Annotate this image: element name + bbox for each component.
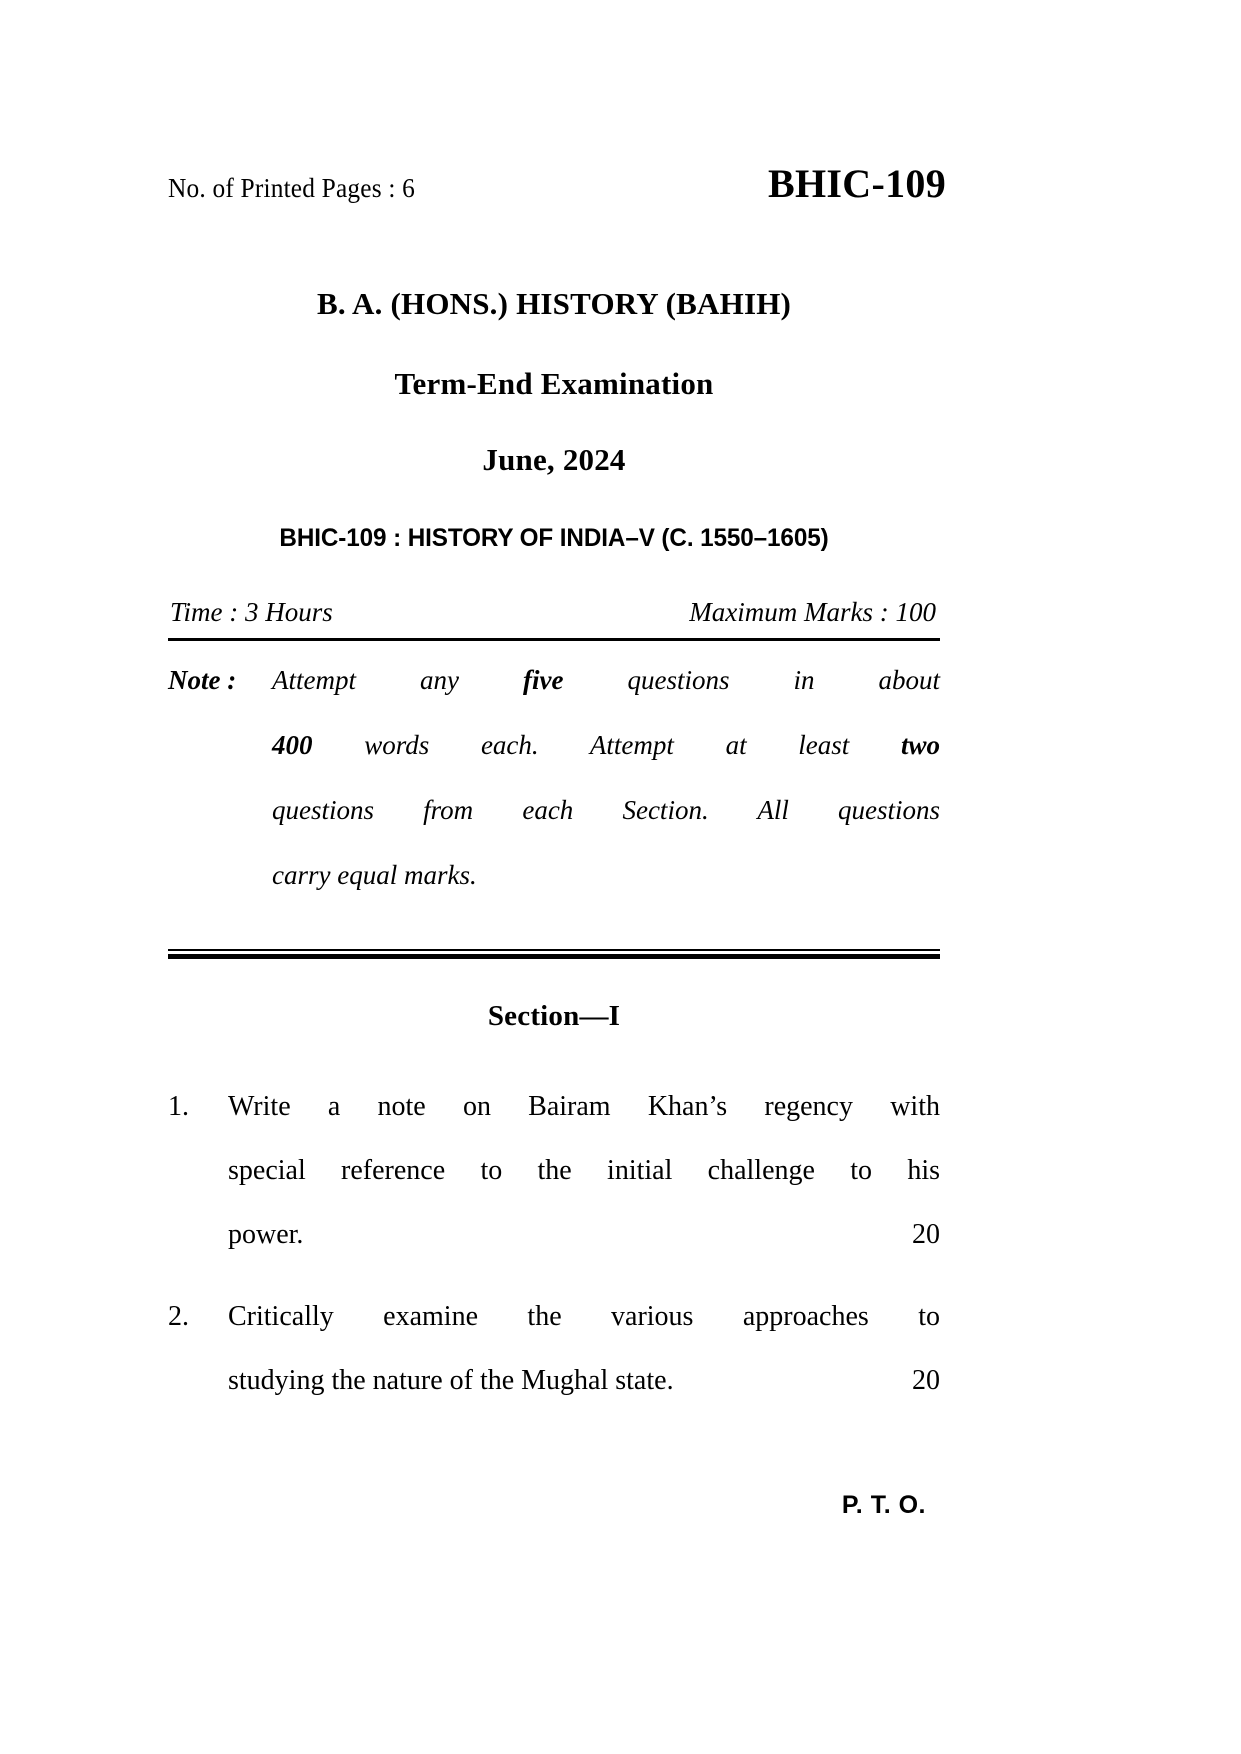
note-word: least (798, 730, 850, 760)
note-word: questions (627, 665, 730, 695)
maximum-marks: Maximum Marks : 100 (689, 597, 936, 627)
note-emphasis-two: two (900, 730, 940, 760)
note-emphasis-400: 400 (272, 730, 313, 760)
paper-title: BHIC-109 : HISTORY OF INDIA–V (C. 1550–1605) (279, 524, 829, 552)
exam-meta-row (168, 597, 940, 628)
question-body (228, 1075, 940, 1267)
note-word: each. (480, 730, 539, 760)
note-line-3 (168, 797, 940, 862)
note-word: from (423, 795, 474, 825)
question-number: 1. (168, 1091, 189, 1122)
meta-divider (168, 638, 940, 641)
question-body (228, 1285, 940, 1413)
note-line-2 (168, 732, 940, 797)
note-line-4-text: carry equal marks. (272, 860, 477, 890)
question-text-line: power. (228, 1219, 304, 1250)
section-heading: Section—I (487, 1000, 621, 1032)
section-divider (168, 949, 940, 958)
instructions-note (168, 667, 940, 927)
note-word: in (793, 665, 815, 695)
question-item (168, 1285, 940, 1413)
page-turn-over-note: P. T. O. (841, 1491, 926, 1519)
note-line-4 (168, 862, 940, 927)
note-line-2-text (272, 732, 940, 759)
program-title: B. A. (HONS.) HISTORY (BAHIH) (316, 286, 792, 321)
page-content (168, 0, 946, 1431)
note-word: each (522, 795, 574, 825)
question-text-line: studying the nature of the Mughal state. (228, 1365, 674, 1396)
divider-thick-line (168, 954, 940, 959)
divider-thin-line (168, 949, 940, 951)
course-code: BHIC-109 (768, 161, 946, 206)
question-number: 2. (168, 1301, 189, 1332)
exam-session: June, 2024 (482, 442, 626, 477)
question-marks: 20 (912, 1365, 940, 1396)
exam-duration: Time : 3 Hours (170, 597, 333, 627)
note-word: Attempt (589, 730, 674, 760)
note-word: about (878, 665, 941, 695)
page-header (168, 160, 946, 216)
question-text-line: Write a note on Bairam Khan’s regency with (228, 1091, 940, 1122)
footer-area (168, 1460, 940, 1520)
question-text-line: special reference to the initial challenge to his (228, 1155, 940, 1186)
note-word: All (757, 795, 789, 825)
note-line-1 (168, 667, 940, 732)
question-last-line (228, 1349, 940, 1413)
note-emphasis-five: five (523, 665, 564, 695)
note-label: Note : (168, 665, 237, 695)
question-item (168, 1075, 940, 1267)
title-block (168, 286, 940, 553)
note-word: Attempt (272, 665, 356, 695)
question-text-line: Critically examine the various approaches to (228, 1301, 940, 1332)
note-word: questions (272, 795, 375, 825)
question-list (168, 1075, 940, 1413)
note-word: questions (838, 795, 941, 825)
note-word: Section. (622, 795, 709, 825)
note-word: at (725, 730, 747, 760)
question-marks: 20 (912, 1219, 940, 1250)
question-last-line (228, 1203, 940, 1267)
printed-pages-label: No. of Printed Pages : 6 (168, 173, 416, 203)
note-word: any (420, 665, 459, 695)
note-line-1-text (272, 667, 940, 694)
note-word: words (364, 730, 430, 760)
note-line-3-text (272, 797, 940, 824)
exam-type-title: Term-End Examination (394, 366, 714, 401)
